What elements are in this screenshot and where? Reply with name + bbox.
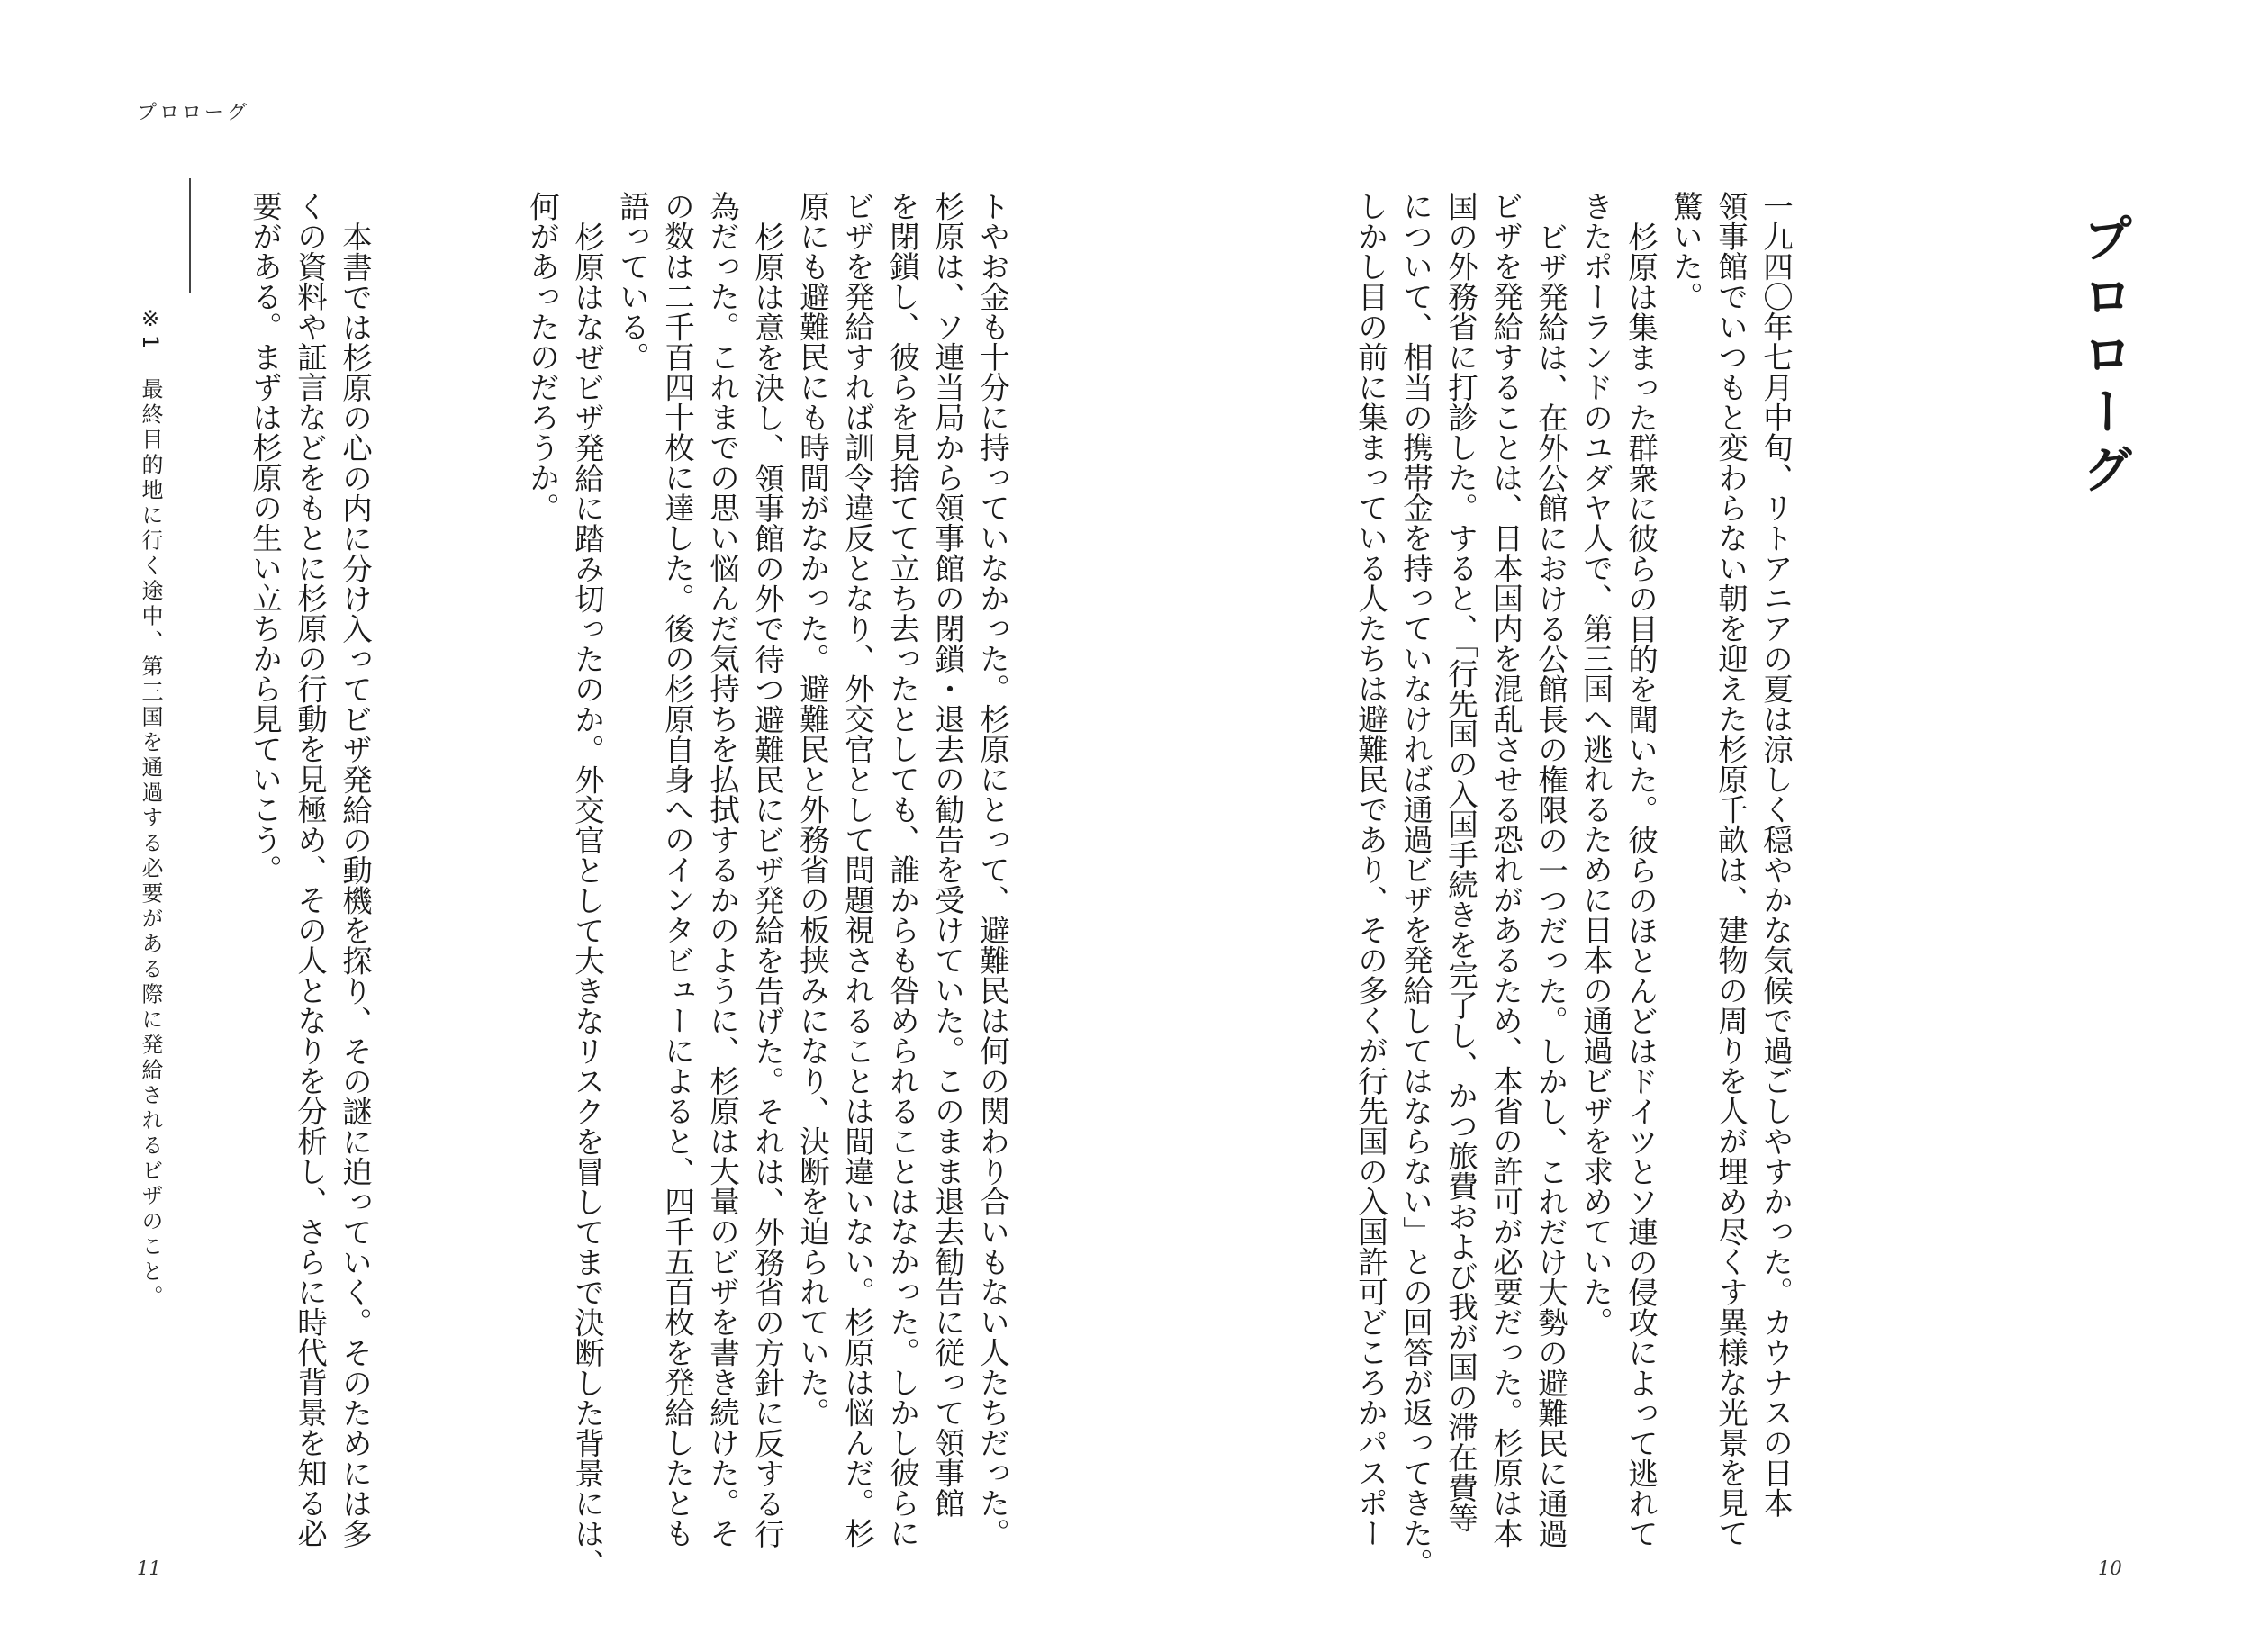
right-page <box>1126 0 2251 1652</box>
body-column: 一九四〇年七月中旬、リトアニアの夏は涼しく穏やかな気候で過ごしやすかった。カウナスの日本 <box>1758 191 1794 1518</box>
body-column: 杉原は集まった群衆に彼らの目的を聞いた。彼らのほとんどはドイツとソ連の侵攻によって逃れて <box>1623 221 1659 1548</box>
body-column: 本書では杉原の心の内に分け入ってビザ発給の動機を探り、その謎に迫っていく。そのためには多 <box>337 221 373 1548</box>
body-column: について、相当の携帯金を持っていなければ通過ビザを発給してはならない」との回答が返ってきた。 <box>1397 191 1433 1578</box>
body-column: 杉原はなぜビザ発給に踏み切ったのか。外交官として大きなリスクを冒してまで決断した背景には、 <box>569 221 605 1579</box>
body-column: しかし目の前に集まっている人たちは避難民であり、その多くが行先国の入国許可どころかパスポー <box>1352 191 1388 1548</box>
body-column: の数は二千百四十枚に達した。後の杉原自身へのインタビューによると、四千五百枚を発給したとも <box>659 191 695 1548</box>
page-number: 10 <box>2098 1557 2122 1579</box>
body-column: 領事館でいつもと変わらない朝を迎えた杉原千畝は、建物の周りを人が埋め尽くす異様な光景を見て <box>1713 191 1749 1548</box>
body-column: 為だった。これまでの思い悩んだ気持ちを払拭するかのように、杉原は大量のビザを書き続けた。そ <box>704 191 740 1548</box>
body-column: きたポーランドのユダヤ人で、第三国へ逃れるために日本の通過ビザを求めていた。 <box>1578 191 1614 1337</box>
body-column: 語っている。 <box>614 191 650 372</box>
body-column: ビザ発給は、在外公館における公館長の権限の一つだった。しかし、これだけ大勢の避難民に通過 <box>1532 221 1568 1548</box>
body-column: 杉原は意を決し、領事館の外で待つ避難民にビザ発給を告げた。それは、外務省の方針に反する行 <box>749 221 785 1548</box>
body-column: 原にも避難民にも時間がなかった。避難民と外務省の板挟みになり、決断を迫られていた。 <box>794 191 830 1428</box>
body-column: 杉原は、ソ連当局から領事館の閉鎖・退去の勧告を受けていた。このまま退去勧告に従って領事館 <box>929 191 965 1518</box>
body-column: ビザを発給することは、日本国内を混乱させる恐れがあるため、本省の許可が必要だった。杉原は本 <box>1487 191 1523 1548</box>
body-column: くの資料や証言などをもとに杉原の行動を見極め、その人となりを分析し、さらに時代背景を知る必 <box>292 191 328 1548</box>
body-column: 驚いた。 <box>1668 191 1704 311</box>
page-number: 11 <box>137 1557 161 1579</box>
body-column: 国の外務省に打診した。すると、「行先国の入国手続きを完了し、かつ旅費および我が国の滞在費等 <box>1442 191 1478 1533</box>
body-column: ビザを発給すれば訓令違反となり、外交官として問題視されることは間違いない。杉原は悩んだ。杉 <box>839 191 875 1548</box>
chapter-title: プロローグ <box>2075 212 2133 501</box>
body-column: を閉鎖し、彼らを見捨てて立ち去ったとしても、誰からも咎められることはなかった。しかし彼らに <box>884 191 920 1548</box>
footnote-divider <box>189 178 191 293</box>
body-column: 何があったのだろうか。 <box>524 191 560 523</box>
body-column: 要がある。まずは杉原の生い立ちから見ていこう。 <box>247 191 283 885</box>
body-column: トやお金も十分に持っていなかった。杉原にとって、避難民は何の関わり合いもない人たちだった。 <box>974 191 1010 1548</box>
footnote: ※1 最終目的地に行く途中、第三国を通過する必要がある際に発給されるビザのこと。 <box>138 306 163 1311</box>
running-header: プロローグ <box>137 102 250 124</box>
